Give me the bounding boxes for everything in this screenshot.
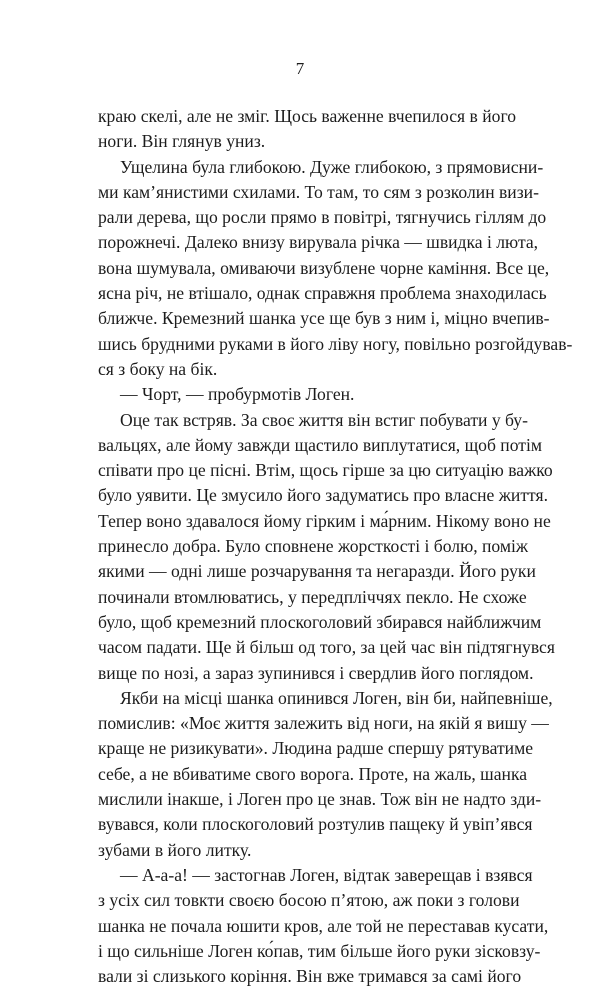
text-line: було, щоб кремезний плоскоголовий збирався найближчим	[98, 611, 542, 632]
text-line: рали дерева, що росли прямо в повітрі, тягнучись гіллям до	[98, 207, 547, 228]
paragraph	[98, 155, 573, 383]
text-line: ближче. Кремезний шанка усе ще був з ним і, міцно вчепив-	[98, 308, 550, 329]
text-line: шись брудними руками в його ліву ногу, повільно розгойдував-	[98, 333, 573, 354]
text-line: ясна річ, не втішало, однак справжня проблема знаходилась	[98, 283, 547, 304]
text-line: з усіх сил товкти своєю босою п’ятою, аж поки з голови	[98, 890, 520, 911]
text-line: якими — одні лише розчарування та негаразди. Його руки	[98, 561, 536, 582]
text-line: Тепер воно здавалося йому гірким і ма́рним. Нікому воно не	[98, 510, 551, 531]
text-line: шанка не почала юшити кров, але той не переставав кусати,	[98, 915, 549, 936]
text-line: і що сильніше Логен ко́пав, тим більше його руки зісковзу-	[98, 940, 541, 961]
text-line: ся з боку на бік.	[98, 358, 218, 379]
text-line: було уявити. Це змусило його задуматись про власне життя.	[98, 485, 548, 506]
text-line: мислили інакше, і Логен про це знав. Тож він не надто зди-	[98, 789, 542, 810]
text-line: Якби на місці шанка опинився Логен, він би, найпевніше,	[120, 687, 553, 708]
paragraph	[98, 408, 555, 686]
text-line: — Чорт, — пробурмотів Логен.	[120, 384, 355, 405]
text-line: краю скелі, але не зміг. Щось важенне вчепилося в його	[98, 106, 517, 126]
text-line: вище по нозі, а зараз зупинився і свердлив його поглядом.	[98, 662, 534, 683]
paragraph	[98, 382, 502, 407]
text-line: себе, а не вбиватиме свого ворога. Проте, на жаль, шанка	[98, 763, 528, 784]
text-line: вали зі слизького коріння. Він вже тримався за самі його	[98, 966, 522, 987]
text-line: ми кам’янистими схилами. То там, то сям з розколин визи-	[98, 181, 539, 202]
paragraph	[98, 686, 553, 863]
text-line: Оце так встряв. За своє життя він встиг побувати у бу-	[120, 409, 528, 430]
text-line: порожнечі. Далеко внизу вирувала річка — швидка і люта,	[98, 232, 539, 253]
paragraph	[98, 104, 517, 155]
text-line: — А-а-а! — застогнав Логен, відтак заверещав і взявся	[120, 864, 533, 885]
text-line: починали втомлюватись, у передпліччях пекло. Не схоже	[98, 586, 527, 607]
text-line: принесло добра. Було сповнене жорсткості і болю, поміж	[98, 536, 529, 557]
text-line: краще не ризикувати». Людина радше спершу рятуватиме	[98, 738, 534, 759]
text-line: ноги. Він глянув униз.	[98, 131, 266, 152]
text-line: Ущелина була глибокою. Дуже глибокою, з прямовисни-	[120, 156, 544, 177]
text-line: співати про це пісні. Втім, щось гірше за цю ситуацію важко	[98, 460, 553, 481]
text-line: часом падати. Ще й більш од того, за цей час він підтягнувся	[98, 637, 555, 658]
text-line: вувався, коли плоскоголовий розтулив пащеку й увіп’явся	[98, 814, 533, 835]
text-line: помислив: «Моє життя залежить від ноги, на якій я вишу —	[98, 713, 549, 734]
page-number: 7	[295, 59, 305, 78]
text-line: зубами в його литку.	[98, 839, 252, 860]
text-line: вона шумувала, омиваючи визублене чорне каміння. Все це,	[98, 257, 550, 278]
body-text	[98, 104, 573, 989]
text-line: вальцях, але йому завжди щастило виплутатися, щоб потім	[98, 434, 542, 455]
paragraph	[98, 863, 549, 989]
